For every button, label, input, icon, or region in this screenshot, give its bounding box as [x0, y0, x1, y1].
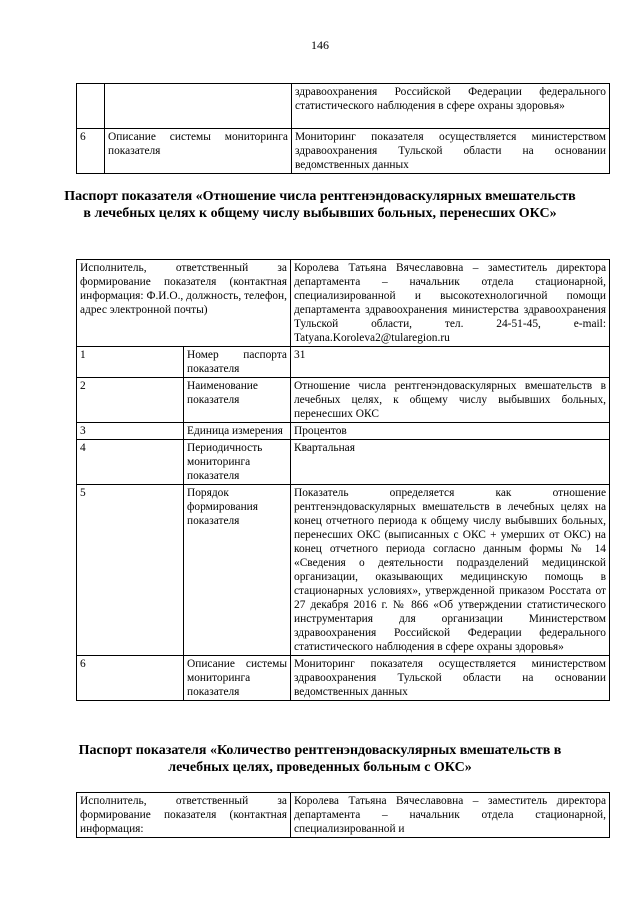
row-label: Номер паспорта показателя: [184, 347, 291, 378]
table-row: [77, 378, 610, 423]
executor-value: Королева Татьяна Вячеславовна – заместитель директора департамента – начальник отдела стационарной, специализированной и высокотехнологичной помощи департамента здравоохранения министерства здравоохранения Тульской области, тел. 24-51-45, e-mail: Tatyana.Koroleva2@tularegion.ru: [291, 260, 610, 347]
passport-title: Паспорт показателя «Количество рентгенэндоваскулярных вмешательств в лечебных целях, проведенных больным с ОКС»: [78, 743, 562, 775]
table-row: [77, 656, 610, 701]
row-value: Мониторинг показателя осуществляется министерством здравоохранения Тульской области на основании ведомственных данных: [292, 129, 610, 174]
executor-label: Исполнитель, ответственный за формирование показателя (контактная информация: Ф.И.О., должность, телефон, адрес электронной почты): [77, 260, 291, 347]
executor-label: Исполнитель, ответственный за формирование показателя (контактная информация:: [77, 793, 291, 838]
table-row: [77, 485, 610, 656]
row-label: Единица измерения: [184, 423, 291, 440]
table-row: [77, 347, 610, 378]
passport-table: [76, 792, 610, 838]
row-number: 1: [77, 347, 184, 378]
row-value: здравоохранения Российской Федерации федерального статистического наблюдения в сфере охраны здоровья»: [292, 84, 610, 129]
row-number: 5: [77, 485, 184, 656]
executor-value: Королева Татьяна Вячеславовна – заместитель директора департамента – начальник отдела стационарной, специализированной и: [291, 793, 610, 838]
row-label: Наименование показателя: [184, 378, 291, 423]
table-row: [77, 260, 610, 347]
row-number: 3: [77, 423, 184, 440]
row-value: Мониторинг показателя осуществляется министерством здравоохранения Тульской области на основании ведомственных данных: [291, 656, 610, 701]
table-row: [77, 129, 610, 174]
row-value: Квартальная: [291, 440, 610, 485]
row-value: Процентов: [291, 423, 610, 440]
table-continuation: [76, 83, 610, 174]
row-number: 6: [77, 656, 184, 701]
row-number: 4: [77, 440, 184, 485]
passport-title: Паспорт показателя «Отношение числа рентгенэндоваскулярных вмешательств в лечебных целях к общему числу выбывших больных, перенесших ОКС»: [64, 189, 576, 221]
table-row: [77, 793, 610, 838]
row-number: 2: [77, 378, 184, 423]
row-label: Описание системы мониторинга показателя: [105, 129, 292, 174]
row-label: Периодичность мониторинга показателя: [184, 440, 291, 485]
row-label: Описание системы мониторинга показателя: [184, 656, 291, 701]
row-value: Показатель определяется как отношение рентгенэндоваскулярных вмешательств в лечебных целях на конец отчетного периода к общему числу выбывших больных, перенесших ОКС (выписанных с ОКС + умерших от ОКС) на конец отчетного периода согласно данным формы № 14 «Сведения о деятельности подразделений медицинской организации, оказывающих медицинскую помощь в стационарных условиях», утвержденной приказом Росстата от 27 декабря 2016 г. № 866 «Об утверждении статистического инструментария для организации Министерством здравоохранения Российской Федерации федерального статистического наблюдения в сфере охраны здоровья»: [291, 485, 610, 656]
row-value: 31: [291, 347, 610, 378]
row-number: 6: [77, 129, 105, 174]
passport-table: [76, 259, 610, 701]
row-label: [105, 84, 292, 129]
row-label: Порядок формирования показателя: [184, 485, 291, 656]
page-number: 146: [311, 38, 329, 52]
table-row: [77, 84, 610, 129]
row-number: [77, 84, 105, 129]
table-row: [77, 423, 610, 440]
row-value: Отношение числа рентгенэндоваскулярных вмешательств в лечебных целях, к общему числу выбывших больных, перенесших ОКС: [291, 378, 610, 423]
table-row: [77, 440, 610, 485]
